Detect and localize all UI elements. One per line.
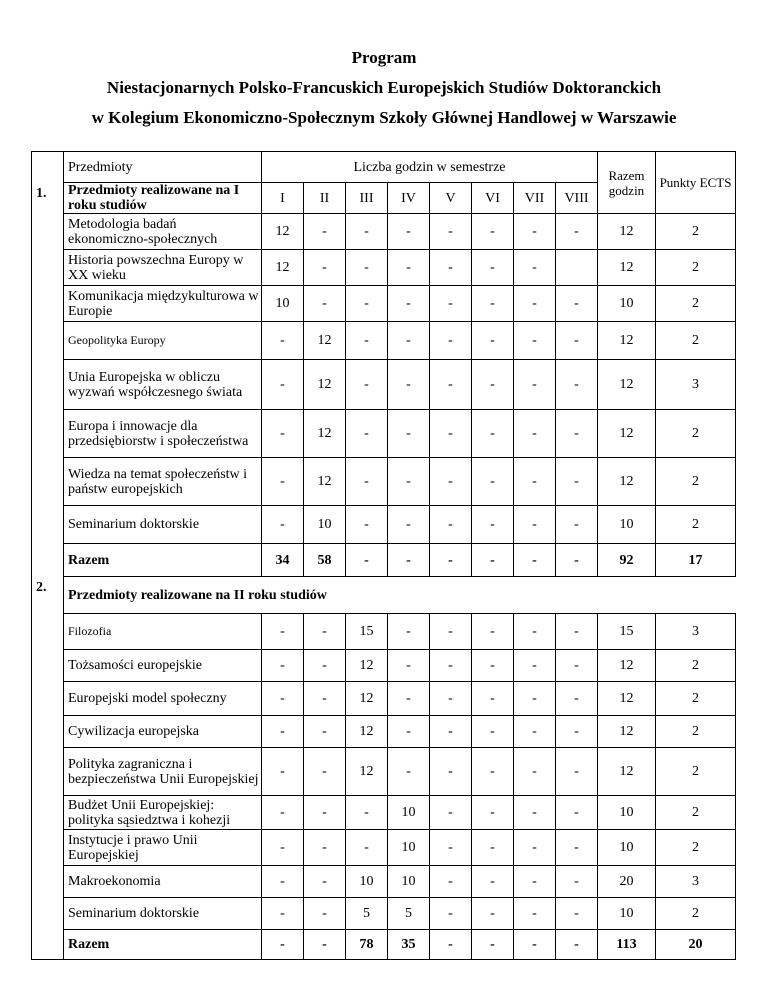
semester-2-hours: - xyxy=(304,898,346,930)
semester-7-hours: - xyxy=(514,360,556,410)
ects-points: 2 xyxy=(656,748,736,796)
semester-8-hours: - xyxy=(556,322,598,360)
ects-points: 2 xyxy=(656,410,736,458)
total-hours: 12 xyxy=(598,250,656,286)
semester-8-hours: - xyxy=(556,930,598,960)
semester-5-hours: - xyxy=(430,796,472,830)
semester-3-hours: - xyxy=(346,286,388,322)
semester-2-hours: - xyxy=(304,796,346,830)
row-number-cell xyxy=(32,898,64,930)
semester-7-hours: - xyxy=(514,410,556,458)
semester-7-hours: - xyxy=(514,322,556,360)
semester-header-8: VIII xyxy=(556,183,598,214)
subject-name: Tożsamości europejskie xyxy=(64,650,262,682)
semester-header-3: III xyxy=(346,183,388,214)
semester-6-hours: - xyxy=(472,322,514,360)
semester-3-hours: - xyxy=(346,214,388,250)
row-number-cell xyxy=(32,830,64,866)
semester-3-hours: - xyxy=(346,410,388,458)
semester-1-hours: - xyxy=(262,410,304,458)
semester-header-1: I xyxy=(262,183,304,214)
semester-8-hours: - xyxy=(556,866,598,898)
row-number-cell xyxy=(32,250,64,286)
semester-5-hours: - xyxy=(430,650,472,682)
semester-5-hours: - xyxy=(430,898,472,930)
semester-8-hours: - xyxy=(556,506,598,544)
semester-7-hours: - xyxy=(514,544,556,577)
total-hours: 12 xyxy=(598,322,656,360)
semester-8-hours: - xyxy=(556,214,598,250)
semester-3-hours: 12 xyxy=(346,716,388,748)
total-hours: 12 xyxy=(598,360,656,410)
semester-6-hours: - xyxy=(472,650,514,682)
subject-name: Razem xyxy=(64,544,262,577)
semester-6-hours: - xyxy=(472,506,514,544)
subject-name: Seminarium doktorskie xyxy=(64,506,262,544)
semester-1-hours: - xyxy=(262,506,304,544)
subject-name: Geopolityka Europy xyxy=(64,322,262,360)
row-number-cell xyxy=(32,544,64,577)
semester-5-hours: - xyxy=(430,360,472,410)
semester-header-2: II xyxy=(304,183,346,214)
total-hours: 20 xyxy=(598,866,656,898)
header-total: Razem godzin xyxy=(598,152,656,214)
semester-1-hours: - xyxy=(262,866,304,898)
section-1-row xyxy=(32,458,736,506)
semester-7-hours: - xyxy=(514,866,556,898)
semester-4-hours: - xyxy=(388,250,430,286)
semester-6-hours: - xyxy=(472,796,514,830)
semester-4-hours: - xyxy=(388,748,430,796)
semester-8-hours: - xyxy=(556,286,598,322)
row-number-cell xyxy=(32,360,64,410)
section-2-sum-row xyxy=(32,930,736,960)
total-hours: 10 xyxy=(598,830,656,866)
semester-2-hours: - xyxy=(304,286,346,322)
subject-name: Europejski model społeczny xyxy=(64,682,262,716)
semester-4-hours: 10 xyxy=(388,830,430,866)
semester-6-hours: - xyxy=(472,614,514,650)
subject-name: Historia powszechna Europy w XX wieku xyxy=(64,250,262,286)
row-number-cell xyxy=(32,214,64,250)
header-subjects: Przedmioty xyxy=(64,152,262,183)
total-hours: 10 xyxy=(598,796,656,830)
semester-6-hours: - xyxy=(472,716,514,748)
semester-1-hours: - xyxy=(262,898,304,930)
total-hours: 113 xyxy=(598,930,656,960)
semester-7-hours: - xyxy=(514,458,556,506)
semester-3-hours: - xyxy=(346,796,388,830)
section-1-row xyxy=(32,322,736,360)
ects-points: 2 xyxy=(656,650,736,682)
semester-6-hours: - xyxy=(472,898,514,930)
ects-points: 2 xyxy=(656,796,736,830)
section-1-number: 1. xyxy=(32,183,64,214)
semester-4-hours: 10 xyxy=(388,796,430,830)
ects-points: 20 xyxy=(656,930,736,960)
row-number-cell xyxy=(32,410,64,458)
semester-4-hours: 5 xyxy=(388,898,430,930)
row-number-cell xyxy=(32,796,64,830)
semester-5-hours: - xyxy=(430,410,472,458)
semester-6-hours: - xyxy=(472,682,514,716)
total-hours: 12 xyxy=(598,410,656,458)
semester-4-hours: - xyxy=(388,650,430,682)
subject-name: Budżet Unii Europejskiej: polityka sąsiedztwa i kohezji xyxy=(64,796,262,830)
semester-4-hours: - xyxy=(388,682,430,716)
total-hours: 92 xyxy=(598,544,656,577)
semester-1-hours: - xyxy=(262,930,304,960)
semester-5-hours: - xyxy=(430,716,472,748)
section-1-row xyxy=(32,250,736,286)
row-number-cell xyxy=(32,650,64,682)
semester-8-hours: - xyxy=(556,410,598,458)
semester-2-hours: 58 xyxy=(304,544,346,577)
semester-6-hours: - xyxy=(472,286,514,322)
semester-1-hours: - xyxy=(262,682,304,716)
semester-3-hours: - xyxy=(346,322,388,360)
section-2-row xyxy=(32,650,736,682)
semester-7-hours: - xyxy=(514,286,556,322)
ects-points: 2 xyxy=(656,506,736,544)
semester-1-hours: 10 xyxy=(262,286,304,322)
section-2-row xyxy=(32,898,736,930)
semester-header-7: VII xyxy=(514,183,556,214)
ects-points: 2 xyxy=(656,214,736,250)
subject-name: Metodologia badań ekonomiczno-społecznych xyxy=(64,214,262,250)
semester-4-hours: - xyxy=(388,458,430,506)
semester-4-hours: - xyxy=(388,544,430,577)
semester-5-hours: - xyxy=(430,682,472,716)
semester-7-hours: - xyxy=(514,716,556,748)
semester-4-hours: 35 xyxy=(388,930,430,960)
semester-1-hours: 34 xyxy=(262,544,304,577)
semester-5-hours: - xyxy=(430,614,472,650)
row-number-cell xyxy=(32,866,64,898)
semester-6-hours: - xyxy=(472,830,514,866)
subject-name: Polityka zagraniczna i bezpieczeństwa Unii Europejskiej xyxy=(64,748,262,796)
semester-2-hours: 12 xyxy=(304,322,346,360)
semester-6-hours: - xyxy=(472,250,514,286)
semester-5-hours: - xyxy=(430,544,472,577)
row-number-cell xyxy=(32,458,64,506)
semester-1-hours: - xyxy=(262,614,304,650)
semester-6-hours: - xyxy=(472,748,514,796)
semester-5-hours: - xyxy=(430,286,472,322)
semester-7-hours: - xyxy=(514,506,556,544)
semester-8-hours: - xyxy=(556,716,598,748)
semester-8-hours xyxy=(556,250,598,286)
ects-points: 2 xyxy=(656,286,736,322)
title-line-3: w Kolegium Ekonomiczno-Społecznym Szkoły Głównej Handlowej w Warszawie xyxy=(91,108,677,127)
semester-8-hours: - xyxy=(556,650,598,682)
subject-name: Unia Europejska w obliczu wyzwań współczesnego świata xyxy=(64,360,262,410)
semester-3-hours: - xyxy=(346,250,388,286)
ects-points: 3 xyxy=(656,614,736,650)
semester-6-hours: - xyxy=(472,544,514,577)
semester-1-hours: - xyxy=(262,458,304,506)
row-number-cell xyxy=(32,614,64,650)
semester-5-hours: - xyxy=(430,830,472,866)
semester-4-hours: - xyxy=(388,506,430,544)
section-1-title: Przedmioty realizowane na I roku studiów xyxy=(64,183,262,214)
section-2-row xyxy=(32,796,736,830)
semester-4-hours: - xyxy=(388,716,430,748)
semester-7-hours: - xyxy=(514,214,556,250)
row-number-cell xyxy=(32,716,64,748)
semester-5-hours: - xyxy=(430,458,472,506)
semester-8-hours: - xyxy=(556,748,598,796)
section-1-row xyxy=(32,410,736,458)
ects-points: 17 xyxy=(656,544,736,577)
section-2-number: 2. xyxy=(32,577,64,614)
ects-points: 2 xyxy=(656,898,736,930)
semester-3-hours: - xyxy=(346,360,388,410)
semester-1-hours: - xyxy=(262,322,304,360)
semester-4-hours: - xyxy=(388,214,430,250)
total-hours: 12 xyxy=(598,682,656,716)
semester-2-hours: - xyxy=(304,748,346,796)
section-2-row xyxy=(32,716,736,748)
semester-5-hours: - xyxy=(430,506,472,544)
section-1-row xyxy=(32,506,736,544)
semester-3-hours: 12 xyxy=(346,682,388,716)
semester-3-hours: 15 xyxy=(346,614,388,650)
semester-1-hours: - xyxy=(262,796,304,830)
total-hours: 10 xyxy=(598,898,656,930)
ects-points: 2 xyxy=(656,458,736,506)
semester-8-hours: - xyxy=(556,360,598,410)
semester-2-hours: 12 xyxy=(304,410,346,458)
semester-1-hours: 12 xyxy=(262,250,304,286)
section-1-sum-row xyxy=(32,544,736,577)
semester-1-hours: - xyxy=(262,830,304,866)
semester-2-hours: - xyxy=(304,214,346,250)
semester-4-hours: 10 xyxy=(388,866,430,898)
semester-3-hours: - xyxy=(346,830,388,866)
semester-header-6: VI xyxy=(472,183,514,214)
semester-8-hours: - xyxy=(556,830,598,866)
semester-5-hours: - xyxy=(430,214,472,250)
semester-2-hours: - xyxy=(304,682,346,716)
row-number-cell xyxy=(32,930,64,960)
semester-3-hours: 5 xyxy=(346,898,388,930)
header-ects: Punkty ECTS xyxy=(656,152,736,214)
semester-2-hours: - xyxy=(304,614,346,650)
section-1-row xyxy=(32,214,736,250)
subject-name: Instytucje i prawo Unii Europejskiej xyxy=(64,830,262,866)
total-hours: 12 xyxy=(598,458,656,506)
semester-7-hours: - xyxy=(514,796,556,830)
header-hours: Liczba godzin w semestrze xyxy=(262,152,598,183)
subject-name: Wiedza na temat społeczeństw i państw europejskich xyxy=(64,458,262,506)
semester-4-hours: - xyxy=(388,614,430,650)
header-row-1 xyxy=(32,152,736,183)
semester-5-hours: - xyxy=(430,930,472,960)
ects-points: 3 xyxy=(656,360,736,410)
total-hours: 12 xyxy=(598,650,656,682)
semester-3-hours: 12 xyxy=(346,650,388,682)
semester-2-hours: - xyxy=(304,866,346,898)
semester-3-hours: - xyxy=(346,506,388,544)
semester-7-hours: - xyxy=(514,614,556,650)
total-hours: 12 xyxy=(598,716,656,748)
semester-5-hours: - xyxy=(430,250,472,286)
section-2-title-row xyxy=(32,577,736,614)
semester-6-hours: - xyxy=(472,410,514,458)
ects-points: 3 xyxy=(656,866,736,898)
subject-name: Seminarium doktorskie xyxy=(64,898,262,930)
semester-2-hours: - xyxy=(304,830,346,866)
semester-2-hours: - xyxy=(304,650,346,682)
semester-4-hours: - xyxy=(388,410,430,458)
semester-4-hours: - xyxy=(388,322,430,360)
semester-6-hours: - xyxy=(472,458,514,506)
row-number-cell xyxy=(32,506,64,544)
section-1-row xyxy=(32,286,736,322)
semester-header-5: V xyxy=(430,183,472,214)
total-hours: 12 xyxy=(598,748,656,796)
semester-5-hours: - xyxy=(430,322,472,360)
row-number-cell xyxy=(32,322,64,360)
semester-4-hours: - xyxy=(388,360,430,410)
section-2-row xyxy=(32,830,736,866)
section-2-row xyxy=(32,748,736,796)
semester-1-hours: - xyxy=(262,650,304,682)
section-2-row xyxy=(32,614,736,650)
semester-2-hours: - xyxy=(304,250,346,286)
row-number-cell xyxy=(32,682,64,716)
semester-3-hours: - xyxy=(346,458,388,506)
subject-name: Europa i innowacje dla przedsiębiorstw i społeczeństwa xyxy=(64,410,262,458)
header-number-cell xyxy=(32,152,64,183)
semester-6-hours: - xyxy=(472,360,514,410)
program-table xyxy=(31,151,736,960)
semester-8-hours: - xyxy=(556,544,598,577)
semester-6-hours: - xyxy=(472,214,514,250)
semester-5-hours: - xyxy=(430,748,472,796)
total-hours: 10 xyxy=(598,286,656,322)
title-line-1: Program xyxy=(351,48,417,67)
semester-3-hours: - xyxy=(346,544,388,577)
semester-7-hours: - xyxy=(514,930,556,960)
semester-2-hours: - xyxy=(304,716,346,748)
semester-1-hours: 12 xyxy=(262,214,304,250)
semester-8-hours: - xyxy=(556,796,598,830)
semester-5-hours: - xyxy=(430,866,472,898)
subject-name: Komunikacja międzykulturowa w Europie xyxy=(64,286,262,322)
total-hours: 15 xyxy=(598,614,656,650)
ects-points: 2 xyxy=(656,250,736,286)
semester-2-hours: - xyxy=(304,930,346,960)
total-hours: 10 xyxy=(598,506,656,544)
row-number-cell xyxy=(32,748,64,796)
semester-8-hours: - xyxy=(556,898,598,930)
section-1-row xyxy=(32,360,736,410)
semester-6-hours: - xyxy=(472,930,514,960)
ects-points: 2 xyxy=(656,682,736,716)
semester-2-hours: 12 xyxy=(304,458,346,506)
semester-3-hours: 12 xyxy=(346,748,388,796)
semester-2-hours: 10 xyxy=(304,506,346,544)
row-number-cell xyxy=(32,286,64,322)
semester-4-hours: - xyxy=(388,286,430,322)
semester-7-hours: - xyxy=(514,830,556,866)
section-2-title: Przedmioty realizowane na II roku studiów xyxy=(64,577,736,614)
semester-7-hours: - xyxy=(514,250,556,286)
title-line-2: Niestacjonarnych Polsko-Francuskich Europejskich Studiów Doktoranckich xyxy=(106,78,662,97)
semester-8-hours: - xyxy=(556,614,598,650)
section-2-row xyxy=(32,682,736,716)
semester-3-hours: 10 xyxy=(346,866,388,898)
semester-3-hours: 78 xyxy=(346,930,388,960)
subject-name: Razem xyxy=(64,930,262,960)
semester-7-hours: - xyxy=(514,682,556,716)
semester-7-hours: - xyxy=(514,650,556,682)
semester-8-hours: - xyxy=(556,682,598,716)
section-2-row xyxy=(32,866,736,898)
semester-1-hours: - xyxy=(262,716,304,748)
semester-7-hours: - xyxy=(514,898,556,930)
semester-1-hours: - xyxy=(262,748,304,796)
semester-6-hours: - xyxy=(472,866,514,898)
subject-name: Filozofia xyxy=(64,614,262,650)
subject-name: Makroekonomia xyxy=(64,866,262,898)
semester-header-4: IV xyxy=(388,183,430,214)
total-hours: 12 xyxy=(598,214,656,250)
semester-7-hours: - xyxy=(514,748,556,796)
ects-points: 2 xyxy=(656,830,736,866)
subject-name: Cywilizacja europejska xyxy=(64,716,262,748)
semester-8-hours: - xyxy=(556,458,598,506)
ects-points: 2 xyxy=(656,322,736,360)
semester-1-hours: - xyxy=(262,360,304,410)
semester-2-hours: 12 xyxy=(304,360,346,410)
ects-points: 2 xyxy=(656,716,736,748)
